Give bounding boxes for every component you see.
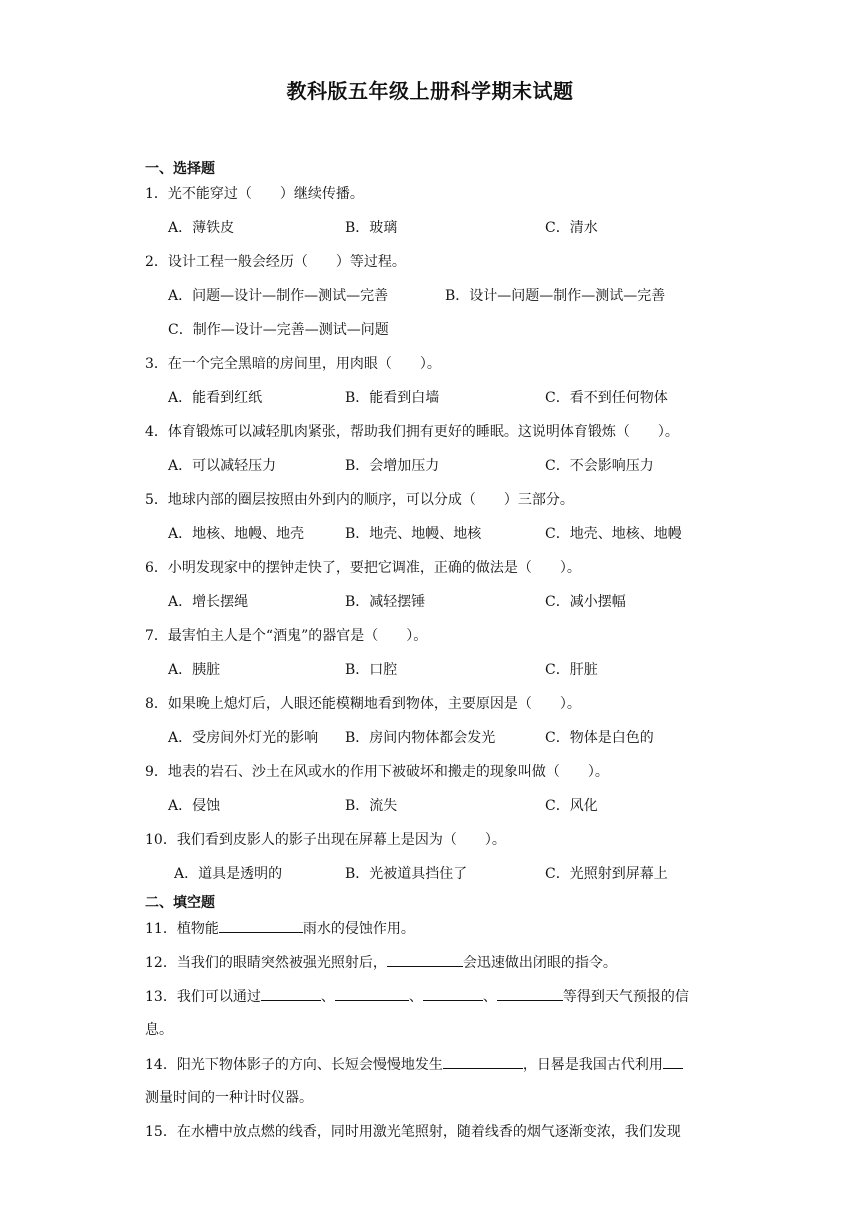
option-a: A．问题—设计—制作—测试—完善 [168,288,389,304]
question-stem: 7．最害怕主人是个“酒鬼”的器官是（ ）。 [145,628,428,644]
option-b: B．能看到白墙 [345,390,440,406]
option-a: A．地核、地幔、地壳 [168,526,305,542]
option-b: B．地壳、地幔、地核 [345,526,482,542]
option-b: B．玻璃 [345,220,398,236]
option-c: C．肝脏 [545,662,598,678]
question-stem: 4．体育锻炼可以减轻肌肉紧张，帮助我们拥有更好的睡眠。这说明体育锻炼（ ）。 [145,424,679,440]
option-c: C．看不到任何物体 [545,390,668,406]
option-b: B．会增加压力 [345,458,440,474]
fill-separator: 、 [320,989,335,1005]
option-b: B．房间内物体都会发光 [345,730,496,746]
question-stem: 10．我们看到皮影人的影子出现在屏幕上是因为（ ）。 [145,832,506,848]
answer-blank[interactable] [663,1054,683,1069]
fill-text-continued: 息。 [145,1022,173,1038]
fill-text: 14．阳光下物体影子的方向、长短会慢慢地发生 [145,1057,443,1073]
fill-question-15: 15．在水槽中放点燃的线香，同时用激光笔照射，随着线香的烟气逐渐变浓，我们发现 [145,1124,681,1140]
page-title: 教科版五年级上册科学期末试题 [286,79,574,103]
option-c: C．地壳、地核、地幔 [545,526,682,542]
question-stem: 3．在一个完全黑暗的房间里，用肉眼（ ）。 [145,356,441,372]
fill-separator: 、 [408,989,423,1005]
option-c: C．清水 [545,220,598,236]
section-header-choice: 一、选择题 [145,161,215,177]
option-a: A．胰脏 [168,662,221,678]
fill-question-11 [145,918,415,939]
answer-blank[interactable] [335,986,409,1001]
section-header-fill: 二、填空题 [145,895,215,911]
option-b: B．流失 [345,798,398,814]
option-c: C．物体是白色的 [545,730,654,746]
option-b: B．减轻摆锤 [345,594,426,610]
fill-text: 13．我们可以通过 [145,989,261,1005]
question-stem: 5．地球内部的圈层按照由外到内的顺序，可以分成（ ）三部分。 [145,492,574,508]
option-c: C．光照射到屏幕上 [545,866,668,882]
option-b: B．口腔 [345,662,398,678]
answer-blank[interactable] [497,986,563,1001]
question-stem: 9．地表的岩石、沙土在风或水的作用下被破坏和搬走的现象叫做（ ）。 [145,764,609,780]
answer-blank[interactable] [423,986,483,1001]
fill-question-13 [145,986,689,1007]
question-stem: 1．光不能穿过（ ）继续传播。 [145,186,364,202]
question-stem: 2．设计工程一般会经历（ ）等过程。 [145,254,406,270]
fill-text: 会迅速做出闭眼的指令。 [462,955,617,971]
answer-blank[interactable] [219,918,303,933]
fill-text: 雨水的侵蚀作用。 [302,921,415,937]
option-c: C．减小摆幅 [545,594,626,610]
fill-text-continued: 测量时间的一种计时仪器。 [145,1090,313,1106]
fill-question-14 [145,1054,683,1075]
answer-blank[interactable] [387,952,463,967]
option-a: A．道具是透明的 [174,866,283,882]
question-stem: 6．小明发现家中的摆钟走快了，要把它调准，正确的做法是（ ）。 [145,560,581,576]
fill-text: 12．当我们的眼睛突然被强光照射后， [145,955,387,971]
answer-blank[interactable] [443,1054,523,1069]
answer-blank[interactable] [261,986,321,1001]
option-a: A．侵蚀 [168,798,221,814]
option-c: C．制作—设计—完善—测试—问题 [168,322,389,338]
option-b: B．设计—问题—制作—测试—完善 [445,288,666,304]
fill-text: 等得到天气预报的信 [562,989,689,1005]
option-c: C．风化 [545,798,598,814]
fill-separator: 、 [482,989,497,1005]
question-stem: 8．如果晚上熄灯后，人眼还能模糊地看到物体，主要原因是（ ）。 [145,696,581,712]
fill-question-12 [145,952,617,973]
fill-text: 11．植物能 [145,921,219,937]
option-c: C．不会影响压力 [545,458,654,474]
option-a: A．受房间外灯光的影响 [168,730,319,746]
fill-text: ，日晷是我国古代利用 [522,1057,663,1073]
option-a: A．增长摆绳 [168,594,249,610]
option-a: A．薄铁皮 [168,220,235,236]
option-b: B．光被道具挡住了 [345,866,468,882]
option-a: A．能看到红纸 [168,390,263,406]
option-a: A．可以减轻压力 [168,458,277,474]
